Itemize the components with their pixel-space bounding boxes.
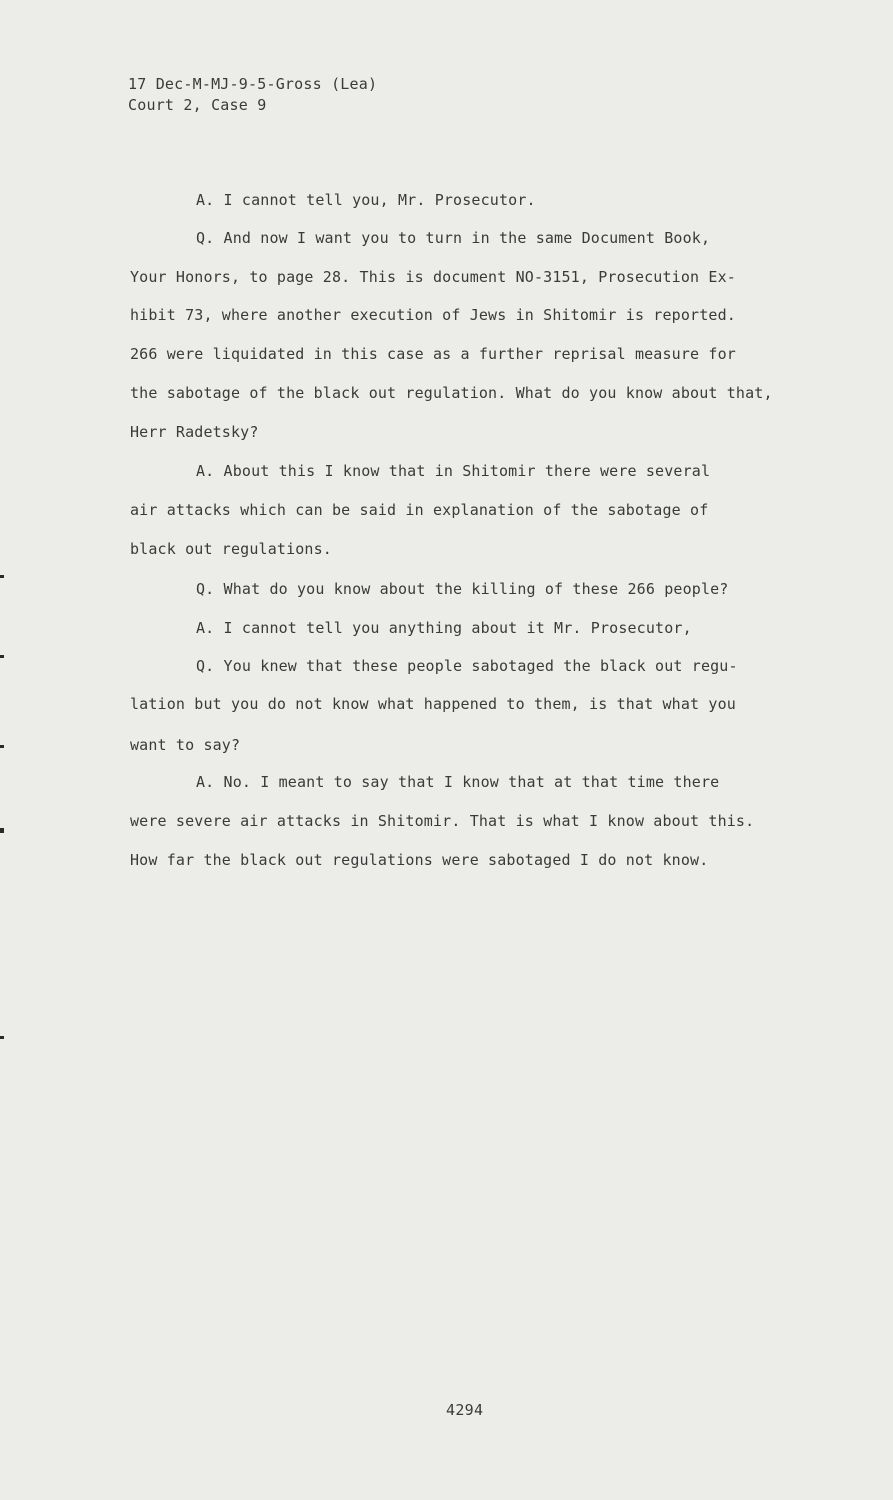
header-court-case: Court 2, Case 9: [128, 96, 267, 114]
transcript-line: were severe air attacks in Shitomir. That is what I know about this.: [130, 812, 755, 830]
binding-mark: [0, 655, 4, 658]
transcript-line: Q. What do you know about the killing of these 266 people?: [196, 580, 729, 598]
transcript-line: want to say?: [130, 736, 241, 754]
transcript-line: the sabotage of the black out regulation. What do you know about that,: [130, 384, 773, 402]
transcript-line: Your Honors, to page 28. This is document NO-3151, Prosecution Ex-: [130, 268, 736, 286]
binding-mark: [0, 1036, 4, 1039]
transcript-line: A. I cannot tell you anything about it Mr. Prosecutor,: [196, 619, 692, 637]
transcript-line: A. No. I meant to say that I know that at that time there: [196, 773, 720, 791]
header-reference: 17 Dec-M-MJ-9-5-Gross (Lea): [128, 75, 378, 93]
transcript-line: A. About this I know that in Shitomir there were several: [196, 462, 711, 480]
transcript-line: 266 were liquidated in this case as a further reprisal measure for: [130, 345, 736, 363]
document-header: [128, 74, 377, 116]
binding-mark: [0, 828, 4, 833]
transcript-line: black out regulations.: [130, 540, 332, 558]
transcript-line: A. I cannot tell you, Mr. Prosecutor.: [196, 191, 536, 209]
transcript-line: lation but you do not know what happened to them, is that what you: [130, 695, 736, 713]
transcript-line: Herr Radetsky?: [130, 423, 259, 441]
binding-mark: [0, 575, 4, 578]
binding-mark: [0, 745, 4, 748]
transcript-line: How far the black out regulations were sabotaged I do not know.: [130, 851, 709, 869]
transcript-line: hibit 73, where another execution of Jews in Shitomir is reported.: [130, 306, 736, 324]
page-number: 4294: [446, 1401, 484, 1419]
transcript-line: air attacks which can be said in explanation of the sabotage of: [130, 501, 709, 519]
transcript-line: Q. And now I want you to turn in the same Document Book,: [196, 229, 711, 247]
transcript-line: Q. You knew that these people sabotaged the black out regu-: [196, 657, 738, 675]
